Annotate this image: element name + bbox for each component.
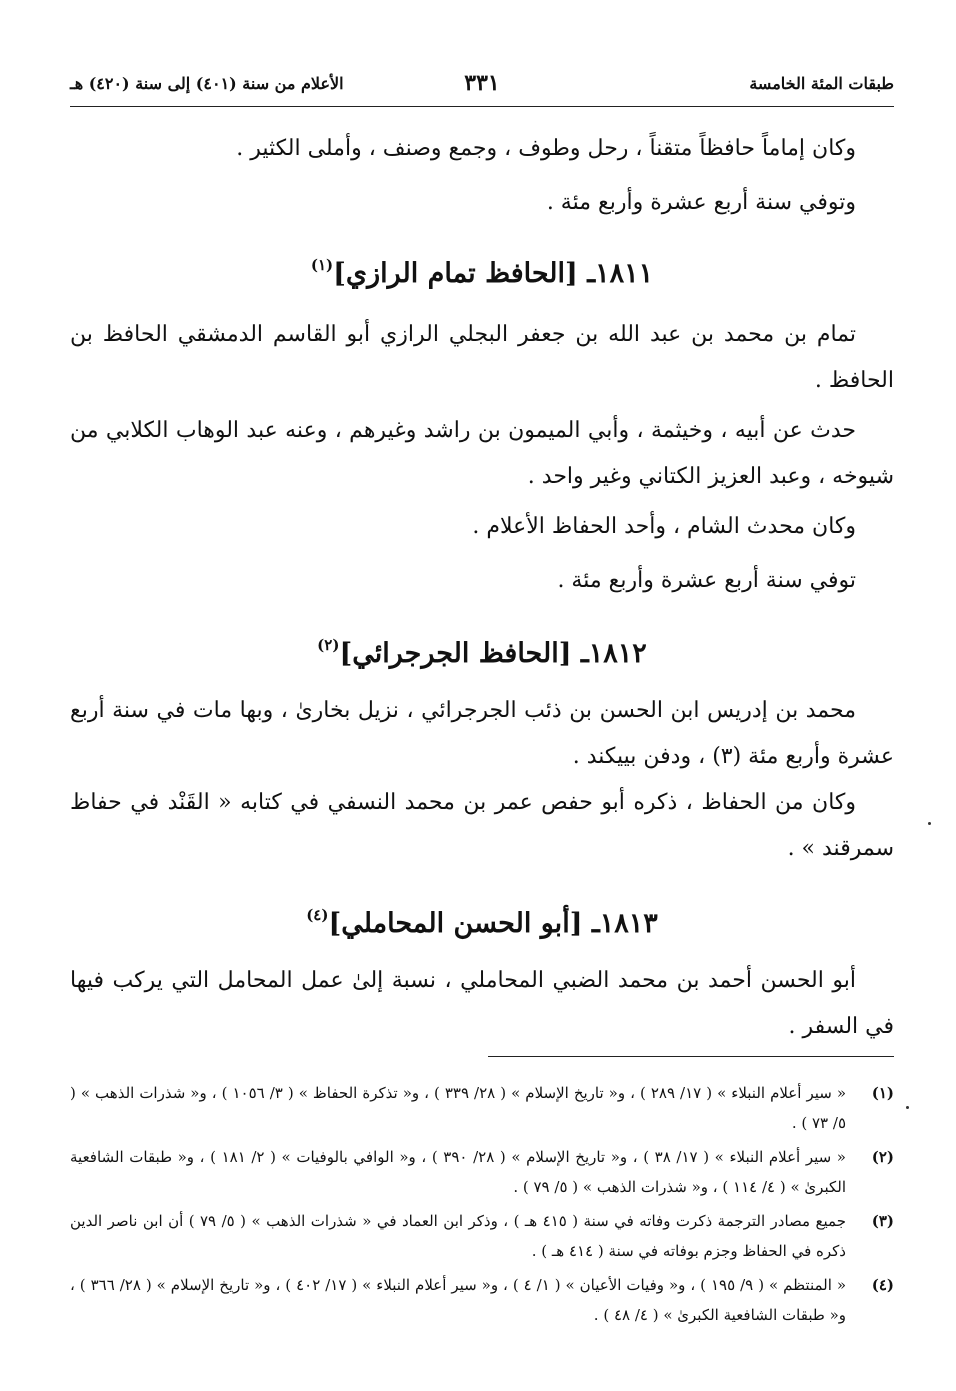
entry-title-1812 xyxy=(70,636,894,669)
footnote-number: (٣) xyxy=(871,1212,894,1230)
entry-title-text: ١٨١٢ـ [الحافظ الجرجرائي] xyxy=(339,638,647,669)
footnote-2 xyxy=(70,1142,894,1202)
entry-title-text: ١٨١١ـ [الحافظ تمام الرازي] xyxy=(333,258,654,289)
paragraph: وتوفي سنة أربع عشرة وأربع مئة . xyxy=(546,190,856,215)
header-section-title: طبقات المئة الخامسة xyxy=(749,74,894,93)
footnote-number: (٤) xyxy=(871,1276,894,1294)
footnote-3 xyxy=(70,1206,894,1266)
scan-speck xyxy=(906,1106,909,1109)
footnote-text: جميع مصادر الترجمة ذكرت وفاته في سنة ( ٤١٥ هـ ) ، وذكر ابن العماد في « شذرات الذهب » ( ٥/ ٧٩ ) أن ابن ناصر الدين ذكره في الحفاظ وجزم بوفاته في سنة ( ٤١٤ هـ ) . xyxy=(70,1212,846,1260)
paragraph: وكان محدث الشام ، وأحد الحفاظ الأعلام . xyxy=(472,514,856,539)
footnote-1 xyxy=(70,1078,894,1138)
scan-speck xyxy=(928,822,931,825)
footnote-ref: (١) xyxy=(310,256,334,274)
footnote-text: « المنتظم » ( ٩/ ١٩٥ ) ، و« وفيات الأعيان » ( ١/ ٤ ) ، و« سير أعلام النبلاء » ( ١٧/ ٤٠٢ ) ، و« تاريخ الإسلام » ( ٢٨/ ٣٦٦ ) ، و« طبقات الشافعية الكبرىٰ » ( ٤/ ٤٨ ) . xyxy=(70,1276,847,1324)
footnote-text: « سير أعلام النبلاء » ( ١٧/ ٢٨٩ ) ، و« تاريخ الإسلام » ( ٢٨/ ٣٣٩ ) ، و« تذكرة الحفاظ » ( ٣/ ١٠٥٦ ) ، و« شذرات الذهب » ( ٥/ ٧٣ ) . xyxy=(70,1084,846,1132)
footnote-4 xyxy=(70,1270,894,1330)
entry-title-1811 xyxy=(70,256,894,289)
footnote-separator xyxy=(488,1056,894,1057)
paragraph: وكان من الحفاظ ، ذكره أبو حفص عمر بن محمد النسفي في كتابه « القَنْد في حفاظ سمرقند » . xyxy=(70,790,894,861)
footnote-number: (٢) xyxy=(871,1148,894,1166)
entry-title-text: ١٨١٣ـ [أبو الحسن المحاملي] xyxy=(328,908,658,939)
footnote-ref: (٤) xyxy=(306,906,329,924)
paragraph: توفي سنة أربع عشرة وأربع مئة . xyxy=(557,568,856,593)
paragraph: محمد بن إدريس ابن الحسن بن ذئب الجرجرائي ، نزيل بخارىٰ ، وبها مات في سنة أربع عشرة وأربع مئة (٣) ، ودفن بييكند . xyxy=(70,698,894,769)
header-volume-range: الأعلام من سنة (٤٠١) إلى سنة (٤٢٠) هـ xyxy=(70,74,344,93)
paragraph: حدث عن أبيه ، وخيثمة ، وأبي الميمون بن راشد وغيرهم ، وعنه عبد الوهاب الكلابي من شيوخه ، وعبد العزيز الكتاني وغير واحد . xyxy=(70,418,894,489)
footnote-text: « سير أعلام النبلاء » ( ١٧/ ٣٨ ) ، و« تاريخ الإسلام » ( ٢٨/ ٣٩٠ ) ، و« الوافي بالوفيات » ( ٢/ ١٨١ ) ، و« طبقات الشافعية الكبرىٰ » ( ٤/ ١١٤ ) ، و« شذرات الذهب » ( ٥/ ٧٩ ) . xyxy=(70,1148,846,1196)
paragraph: تمام بن محمد بن عبد الله بن جعفر البجلي الرازي أبو القاسم الدمشقي الحافظ بن الحافظ . xyxy=(70,322,894,393)
footnote-ref: (٢) xyxy=(317,636,340,654)
page-number: ٣٣١ xyxy=(464,70,500,96)
paragraph: أبو الحسن أحمد بن محمد الضبي المحاملي ، نسبة إلىٰ عمل المحامل التي يركب فيها في السفر . xyxy=(70,968,894,1039)
footnote-number: (١) xyxy=(871,1084,894,1102)
paragraph: وكان إماماً حافظاً متقناً ، رحل وطوف ، وجمع وصنف ، وأملى الكثير . xyxy=(236,136,856,161)
running-header xyxy=(70,68,894,102)
header-rule xyxy=(70,106,894,107)
entry-title-1813 xyxy=(70,906,894,939)
